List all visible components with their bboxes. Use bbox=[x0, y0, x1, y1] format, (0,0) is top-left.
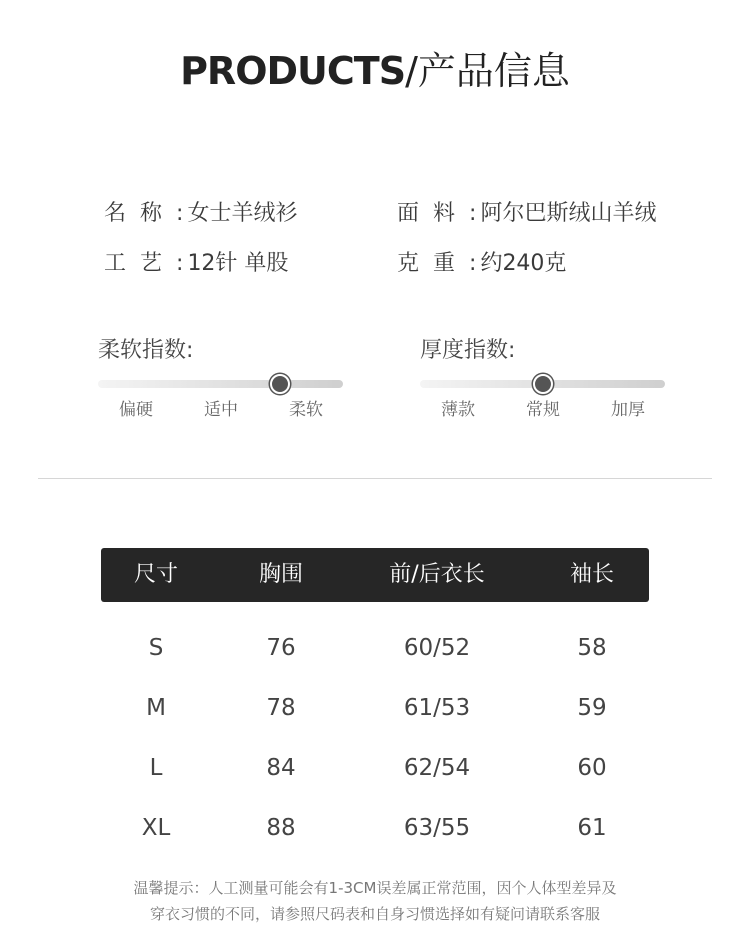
spec-colon: : bbox=[469, 251, 477, 276]
title-chinese: 产品信息 bbox=[417, 49, 570, 93]
table-cell: 88 bbox=[266, 815, 296, 841]
table-cell: 76 bbox=[266, 635, 296, 661]
softness-tick-soft: 柔软 bbox=[289, 400, 323, 420]
spec-craft bbox=[104, 249, 288, 279]
table-cell: 58 bbox=[577, 635, 607, 661]
table-cell: 59 bbox=[577, 695, 607, 721]
header-sleeve: 袖长 bbox=[569, 562, 614, 587]
table-cell: 60 bbox=[577, 755, 607, 781]
table-cell: S bbox=[148, 635, 164, 661]
table-cell: 62/54 bbox=[403, 755, 471, 781]
table-cell: 63/55 bbox=[403, 815, 471, 841]
note-line-1: 温馨提示：人工测量可能会有1-3CM误差属正常范围，因个人体型差异及 bbox=[133, 879, 617, 897]
softness-tick-hard: 偏硬 bbox=[119, 400, 153, 420]
spec-value: 阿尔巴斯绒山羊绒 bbox=[480, 201, 657, 226]
spec-fabric bbox=[397, 199, 656, 229]
thickness-label: 厚度指数: bbox=[420, 338, 516, 363]
thickness-tick-thick: 加厚 bbox=[611, 400, 645, 420]
table-cell: XL bbox=[141, 815, 171, 841]
thickness-tick-thin: 薄款 bbox=[441, 400, 475, 420]
softness-tick-medium: 适中 bbox=[204, 400, 238, 420]
table-cell: 60/52 bbox=[403, 635, 471, 661]
spec-value: 女士羊绒衫 bbox=[187, 201, 298, 226]
table-cell: 84 bbox=[266, 755, 296, 781]
softness-label: 柔软指数: bbox=[98, 338, 194, 363]
header-length: 前/后衣长 bbox=[389, 562, 485, 587]
table-cell: 78 bbox=[266, 695, 296, 721]
thickness-tick-regular: 常规 bbox=[526, 400, 560, 420]
softness-slider bbox=[98, 380, 343, 388]
table-cell: 61 bbox=[577, 815, 607, 841]
section-divider bbox=[38, 478, 712, 479]
spec-colon: : bbox=[469, 201, 477, 226]
spec-label: 工艺 bbox=[104, 251, 177, 276]
table-cell: M bbox=[146, 695, 166, 721]
softness-knob bbox=[270, 374, 290, 394]
thickness-knob bbox=[533, 374, 553, 394]
table-cell: L bbox=[149, 755, 163, 781]
spec-value: 约240克 bbox=[480, 251, 567, 276]
spec-value: 12针 单股 bbox=[187, 251, 289, 276]
title-separator: / bbox=[405, 49, 418, 93]
header-size: 尺寸 bbox=[133, 562, 178, 587]
note-line-2: 穿衣习惯的不同，请参照尺码表和自身习惯选择如有疑问请联系客服 bbox=[149, 905, 600, 923]
spec-weight bbox=[397, 249, 566, 279]
spec-label: 克重 bbox=[397, 251, 470, 276]
page-title bbox=[0, 46, 750, 96]
spec-colon: : bbox=[176, 251, 184, 276]
header-chest: 胸围 bbox=[258, 562, 303, 587]
spec-label: 名称 bbox=[104, 201, 177, 226]
spec-label: 面料 bbox=[397, 201, 470, 226]
table-cell: 61/53 bbox=[403, 695, 471, 721]
thickness-slider bbox=[420, 380, 665, 388]
title-english: PRODUCTS bbox=[180, 49, 406, 93]
spec-name bbox=[104, 199, 297, 229]
spec-colon: : bbox=[176, 201, 184, 226]
size-table-header bbox=[101, 548, 649, 602]
